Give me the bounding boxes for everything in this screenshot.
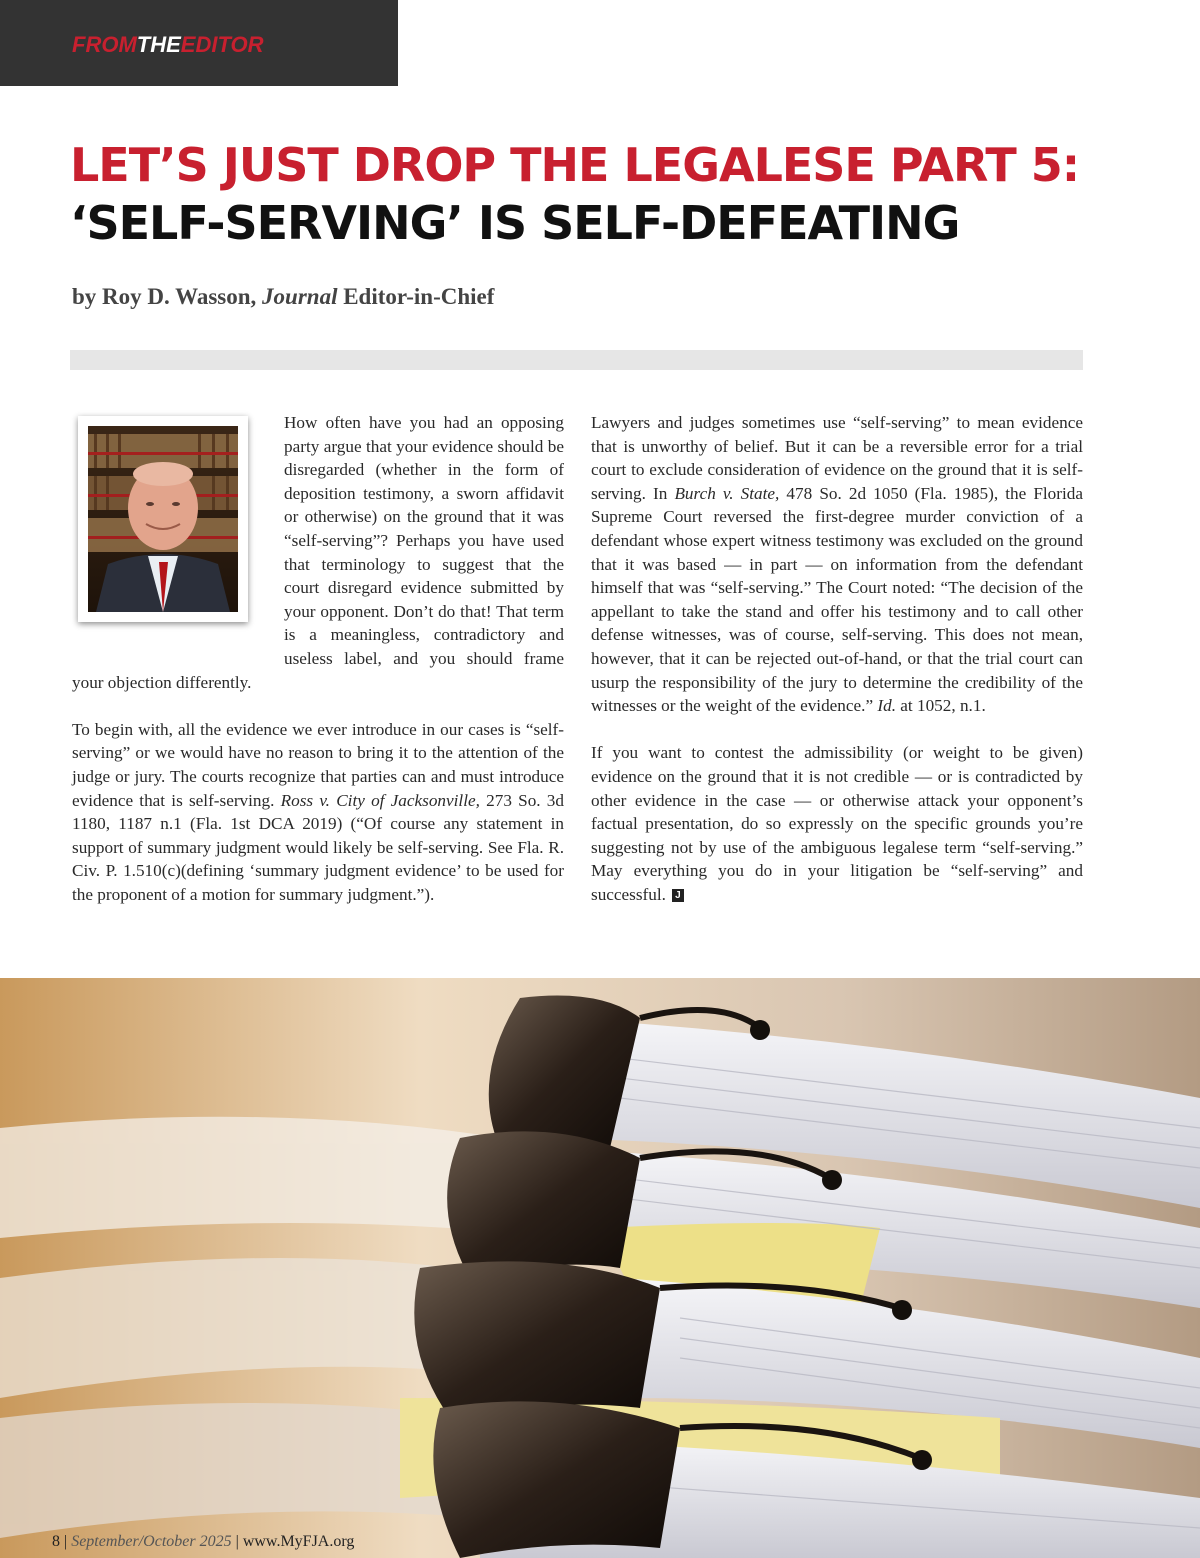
section-tab: [0, 0, 398, 86]
section-label: [72, 32, 263, 58]
case-citation: Ross v. City of Jacksonville,: [280, 790, 480, 810]
paragraph: How often have you had an opposing party argue that your evidence should be disregarded (whether in the form of deposition testimony, a sworn affidavit or otherwise) on the ground that it was “self-serving”? Perhaps you have used that terminology to suggest that the court disregard evidence submitted by your opponent. Don’t do that! That term is a meaningless, contradictory and useless label, and you should frame your objection differently.: [72, 413, 564, 692]
paragraph-text: To begin with, all the evidence we ever introduce in our cases is “self-serving” or we would have no reason to bring it to the attention of the judge or jury. The courts recognize that parties can and must introduce evidence that is self-serving.: [72, 719, 564, 810]
paragraph-text: Lawyers and judges sometimes use “self-serving” to mean evidence that is unworthy of belief. But it can be a reversible error for a trial court to exclude consideration of evidence on the ground that it is self-serving. In: [591, 413, 1083, 503]
hero-image-binders: [0, 978, 1200, 1558]
byline: [72, 284, 494, 310]
headline-line-1: LET’S JUST DROP THE LEGALESE PART 5:: [70, 138, 1080, 192]
page-footer: [52, 1533, 354, 1551]
section-label-from: FROM: [72, 32, 137, 57]
page-number: 8: [52, 1533, 60, 1550]
footer-separator: |: [60, 1533, 72, 1550]
case-citation: Burch v. State,: [674, 483, 780, 503]
id-citation: Id.: [877, 696, 896, 716]
website: www.MyFJA.org: [242, 1533, 355, 1550]
paragraph-text: at 1052, n.1.: [896, 696, 986, 716]
paragraph-text: If you want to contest the admissibility (or weight to be given) evidence on the ground that it is not credible — or is contradicted by other evidence in the case — or otherwise attack your opponent’s factual presentation, do so expressly on the specific grounds you’re suggesting not by use of the ambiguous legalese term “self-serving.” May everything you do in your litigation be “self-serving” and successful.: [591, 743, 1083, 904]
stacked-papers-illustration: [0, 978, 1200, 1558]
issue-date: September/October 2025: [71, 1533, 232, 1550]
section-label-the: THE: [136, 32, 181, 57]
byline-role: Editor-in-Chief: [337, 284, 495, 309]
byline-author: by Roy D. Wasson,: [72, 284, 263, 309]
paragraph: [591, 411, 1083, 718]
end-mark-icon: J: [672, 889, 684, 902]
paragraph: [72, 718, 564, 907]
column-right: [591, 411, 1083, 930]
byline-journal: Journal: [262, 284, 338, 309]
column-left: [72, 411, 564, 930]
headline-line-2: ‘SELF-SERVING’ IS SELF-DEFEATING: [70, 196, 960, 250]
footer-separator: |: [231, 1533, 243, 1550]
paragraph-text: 478 So. 2d 1050 (Fla. 1985), the Florida Supreme Court reversed the first-degree murder conviction of a defendant whose expert witness testimony was excluded on the ground that it was based — in part — on information from the defendant himself that was “self-serving.” The Court noted: “The decision of the appellant to take the stand and offer his testimony and to call other defense witnesses, was of course, self-serving. This does not mean, however, that it can be rejected out-of-hand, or that the trial court can usurp the responsibility of the jury to determine the credibility of the witnesses or the weight of the evidence.”: [591, 483, 1083, 716]
photo-wrap-space: [72, 411, 284, 647]
paragraph: [591, 741, 1083, 906]
section-label-editor: EDITOR: [180, 32, 264, 57]
header-rule: [70, 350, 1083, 370]
paragraph-text: 273 So. 3d 1180, 1187 n.1 (Fla. 1st DCA 2019) (“Of course any statement in support of summary judgment would likely be self-serving. See Fla. R. Civ. P. 1.510(c)(defining ‘summary judgment evidence’ to be used for the proponent of a motion for summary judgment.”).: [72, 790, 564, 904]
